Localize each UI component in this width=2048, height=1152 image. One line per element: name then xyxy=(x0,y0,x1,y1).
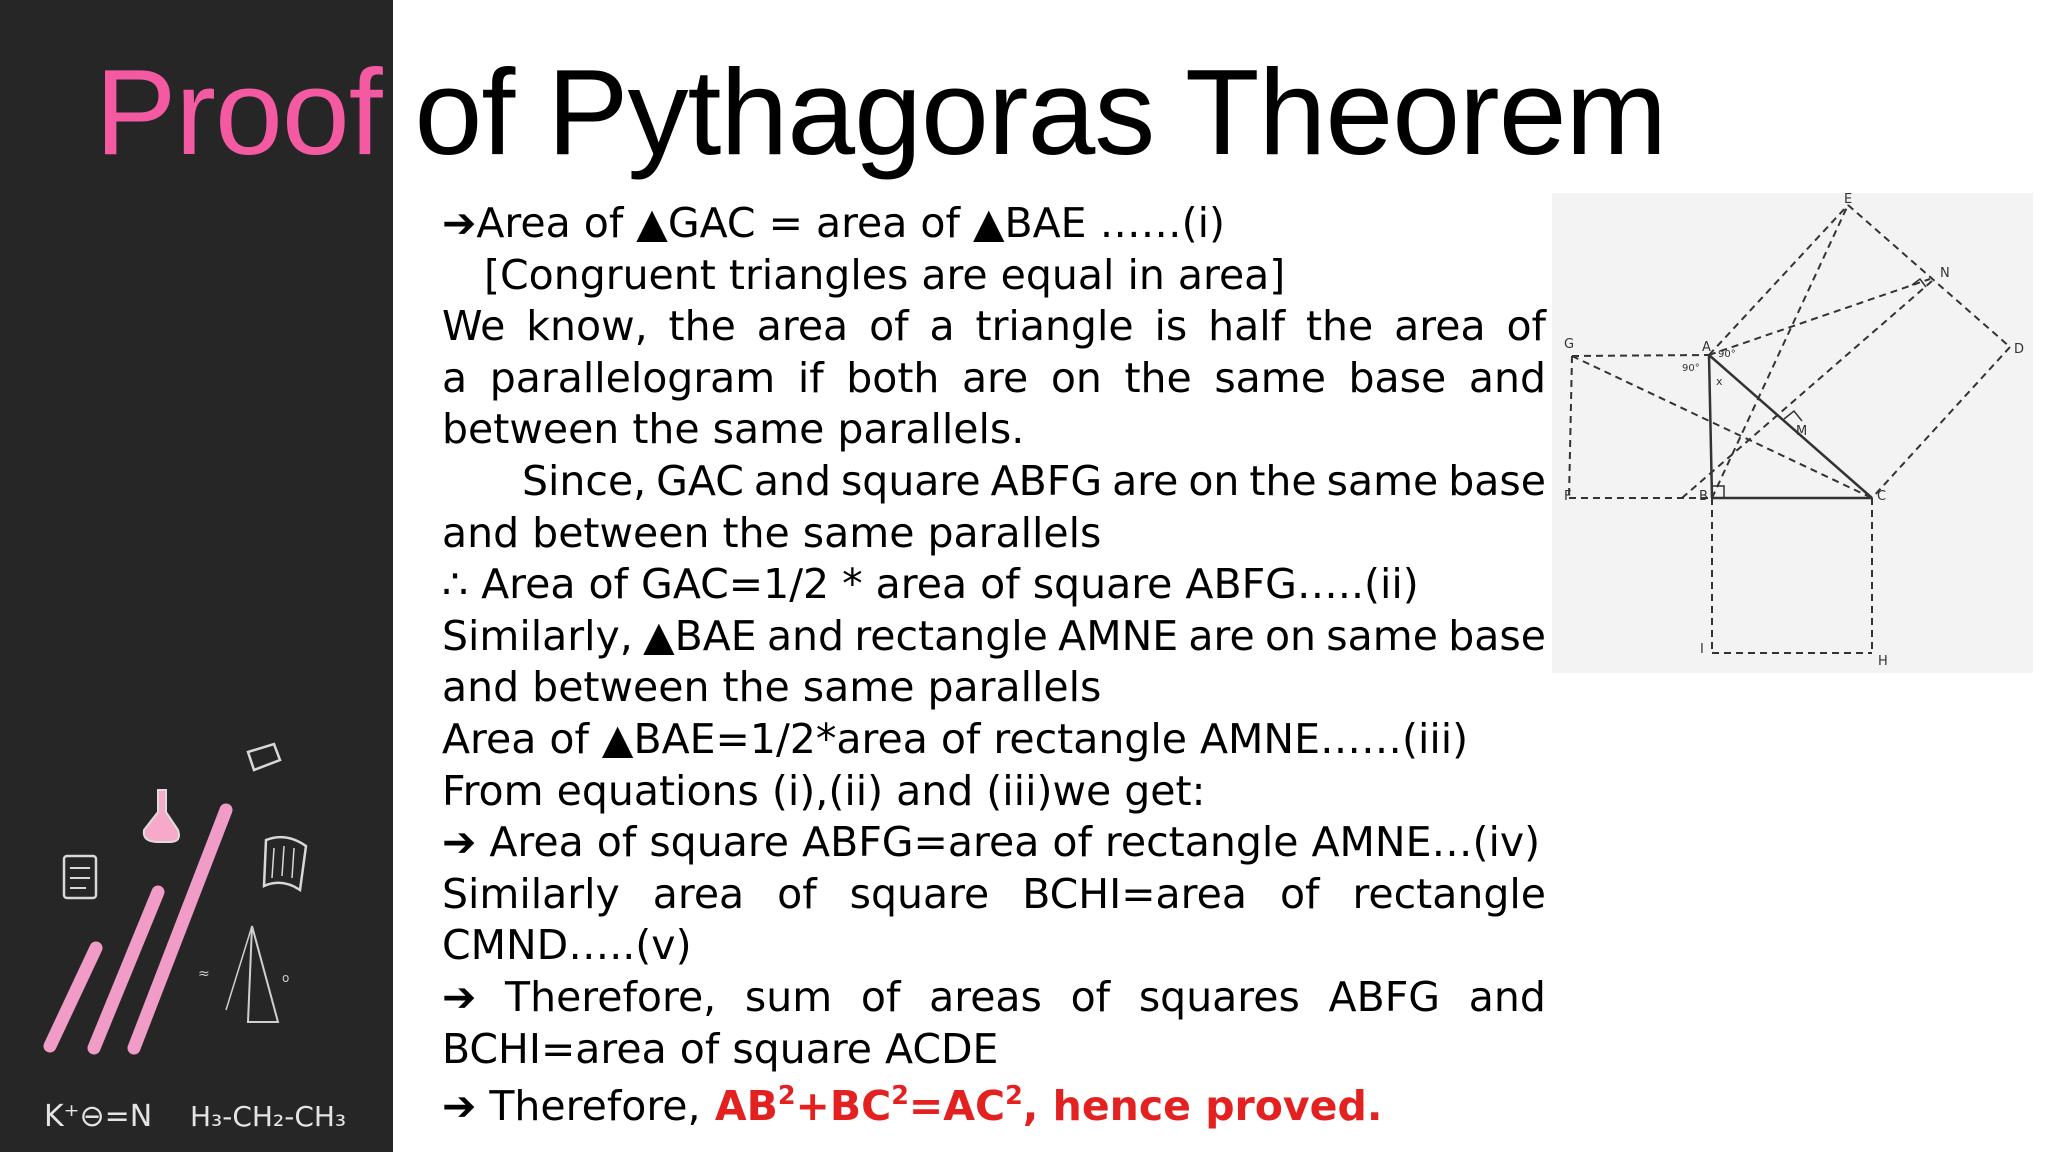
svg-text:≈: ≈ xyxy=(198,966,210,982)
word: triangle xyxy=(975,302,1134,351)
proof-line-justified xyxy=(442,456,1546,508)
label-h: H xyxy=(1878,654,1888,669)
word: the xyxy=(668,302,736,351)
word: of xyxy=(1279,869,1320,918)
pythagoras-diagram xyxy=(1552,193,2033,673)
word: ABFG xyxy=(990,456,1103,505)
label-m: M xyxy=(1796,424,1808,439)
conclusion-ab: AB xyxy=(700,1082,778,1131)
word: GAC xyxy=(656,456,744,505)
word: of xyxy=(777,869,817,918)
superscript-2: 2 xyxy=(1005,1080,1023,1111)
proof-line: between the same parallels. xyxy=(442,405,1025,454)
word: on xyxy=(1050,353,1102,402)
label-d: D xyxy=(2014,342,2025,357)
word: are xyxy=(961,353,1029,402)
proof-line-justified xyxy=(442,611,1546,663)
title-accent: Proof xyxy=(95,44,382,180)
proof-line-justified xyxy=(442,301,1546,353)
proof-conclusion xyxy=(442,1081,1546,1133)
label-a: A xyxy=(1702,340,1711,355)
word: the xyxy=(1249,456,1317,505)
word: know, xyxy=(526,302,648,351)
word: area xyxy=(756,302,849,351)
word: on xyxy=(1188,456,1240,505)
word: squares xyxy=(1138,972,1300,1021)
word: ▲BAE xyxy=(643,611,757,660)
word: Similarly, xyxy=(442,611,633,660)
word: base xyxy=(1448,611,1546,660)
label-x: x xyxy=(1716,375,1723,388)
label-angle-90-a: 90° xyxy=(1718,349,1736,360)
word: Since, xyxy=(522,456,647,505)
word: of xyxy=(1070,972,1111,1021)
word: and xyxy=(766,611,845,660)
word: ➔ xyxy=(442,972,477,1021)
proof-line: Area of ▲BAE=1/2*area of rectangle AMNE……(iii) xyxy=(442,714,1469,763)
proof-line: ➔ Area of square ABFG=area of rectangle AMNE…(iv) xyxy=(442,818,1541,867)
conclusion-bc: +BC xyxy=(795,1082,892,1131)
label-b: B xyxy=(1699,489,1708,504)
slide-title xyxy=(95,42,1666,182)
word: of xyxy=(1506,302,1546,351)
word: square xyxy=(840,456,981,505)
word: same xyxy=(1326,456,1439,505)
proof-line: ➔Area of ▲GAC = area of ▲BAE ……(i) xyxy=(442,199,1226,247)
proof-line-justified xyxy=(442,869,1546,921)
proof-line: CMND…..(v) xyxy=(442,921,692,970)
word: same xyxy=(1326,611,1438,660)
label-angle-90-b: 90° xyxy=(1682,363,1700,374)
conclusion-end: , hence proved. xyxy=(1022,1082,1383,1131)
label-e: E xyxy=(1844,193,1853,207)
word: AMNE xyxy=(1058,611,1179,660)
word: base xyxy=(1348,353,1447,402)
word: square xyxy=(849,869,990,918)
word: are xyxy=(1188,611,1255,660)
superscript-2: 2 xyxy=(891,1080,909,1111)
label-n: N xyxy=(1940,266,1950,281)
word: is xyxy=(1154,302,1188,351)
word: areas xyxy=(929,972,1042,1021)
word: rectangle xyxy=(854,611,1048,660)
word: a xyxy=(929,302,955,351)
proof-line: BCHI=area of square ACDE xyxy=(442,1024,999,1073)
conclusion-prefix: ➔ Therefore, xyxy=(442,1082,701,1131)
word: BCHI=area xyxy=(1022,869,1247,918)
word: are xyxy=(1112,456,1179,505)
label-g: G xyxy=(1564,337,1575,352)
word: half xyxy=(1208,302,1286,351)
word: same xyxy=(1214,353,1326,402)
label-f: F xyxy=(1564,489,1572,504)
word: on xyxy=(1264,611,1317,660)
label-i: I xyxy=(1700,642,1704,657)
word: of xyxy=(869,302,909,351)
word: and xyxy=(1468,972,1546,1021)
word: both xyxy=(846,353,940,402)
proof-line: ∴ Area of GAC=1/2 * area of square ABFG…..(ii) xyxy=(442,560,1419,609)
word: rectangle xyxy=(1352,869,1546,918)
proof-line: and between the same parallels xyxy=(442,508,1102,557)
word: base xyxy=(1448,456,1546,505)
word: and xyxy=(753,456,831,505)
proof-text xyxy=(442,198,1546,1133)
word: area xyxy=(652,869,745,918)
word: a xyxy=(442,353,468,402)
word: sum xyxy=(744,972,833,1021)
label-c: C xyxy=(1877,489,1887,504)
word: the xyxy=(1305,302,1374,351)
word: if xyxy=(797,353,824,402)
formula-right: H₃-CH₂-CH₃ xyxy=(190,1100,347,1130)
superscript-2: 2 xyxy=(777,1080,796,1111)
word: area xyxy=(1394,302,1486,351)
proof-line: From equations (i),(ii) and (iii)we get: xyxy=(442,766,1206,815)
formula-left: K⁺⊖=N xyxy=(44,1099,153,1130)
proof-line-justified xyxy=(442,353,1546,405)
proof-line: [Congruent triangles are equal in area] xyxy=(484,250,1286,299)
word: the xyxy=(1124,353,1192,402)
word: We xyxy=(442,302,506,351)
word: of xyxy=(860,972,901,1021)
title-rest: of Pythagoras Theorem xyxy=(381,44,1667,180)
conclusion-ac: =AC xyxy=(908,1082,1006,1131)
word: parallelogram xyxy=(489,353,776,402)
word: and xyxy=(1468,353,1546,402)
svg-text:o: o xyxy=(282,971,290,985)
proof-line-justified xyxy=(442,972,1546,1024)
word: Similarly xyxy=(442,869,620,918)
word: Therefore, xyxy=(505,972,717,1021)
word: ABFG xyxy=(1328,972,1441,1021)
proof-line: and between the same parallels xyxy=(442,663,1102,712)
doodles-illustration xyxy=(30,730,370,1130)
